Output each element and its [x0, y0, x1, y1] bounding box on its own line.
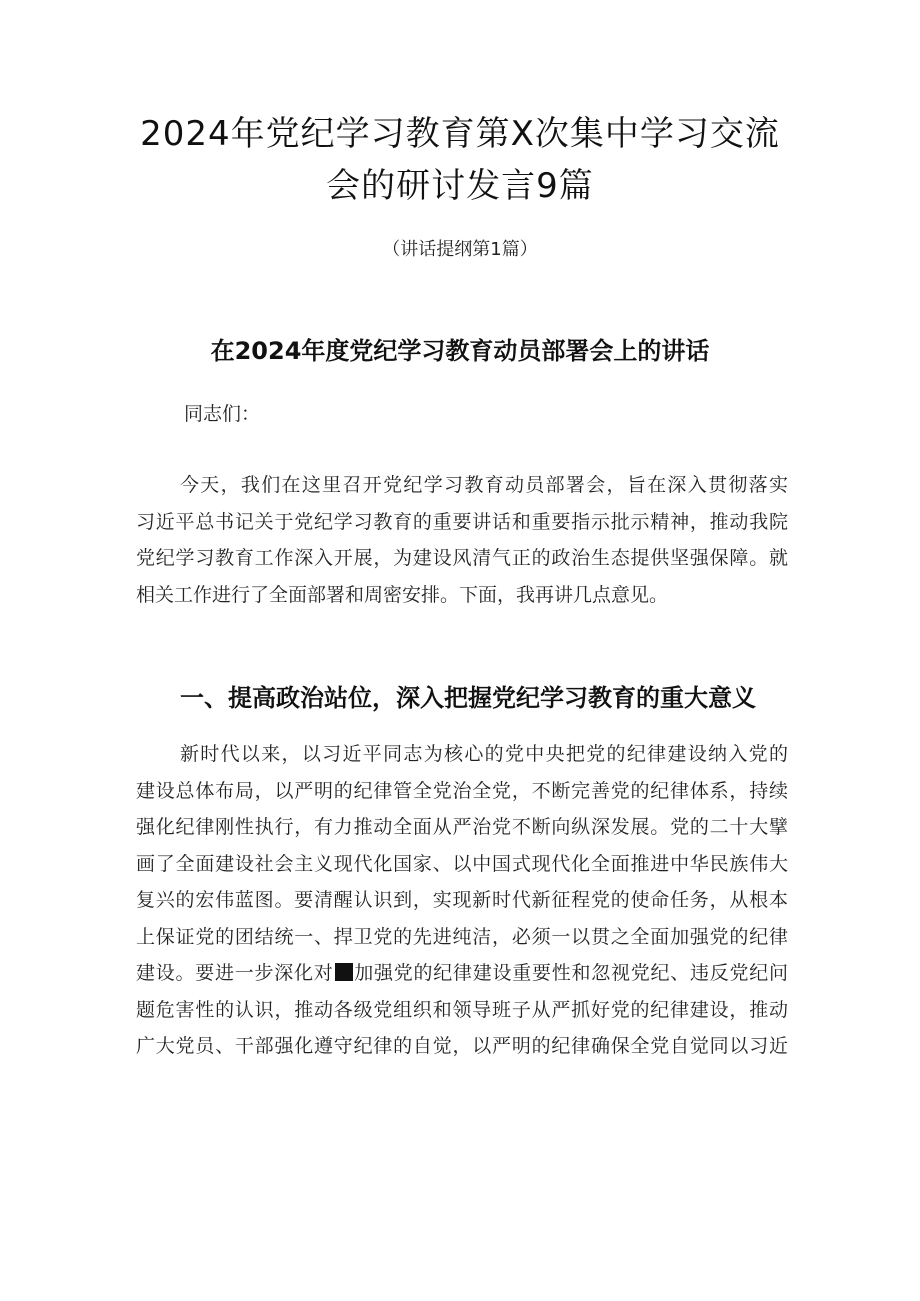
paragraph-line: 新时代以来，以习近平同志为核心的党中央把党的纪律建设纳入党的: [180, 743, 788, 765]
paragraph-line: 题危害性的认识，推动各级党组织和领导班子从严抓好党的纪律建设，推动: [136, 998, 788, 1021]
section-heading-1: 一、提高政治站位，深入把握党纪学习教育的重大意义: [180, 684, 756, 712]
paragraph-line-with-redaction: [136, 955, 788, 992]
document-subtitle: （讲话提纲第1篇）: [382, 239, 538, 260]
paragraph-line: 今天，我们在这里召开党纪学习教育动员部署会，旨在深入贯彻落实: [180, 474, 788, 496]
redaction-mark: [335, 963, 353, 981]
paragraph-section-1: [136, 736, 788, 1065]
document-title-line-2: 会的研讨发言9篇: [326, 166, 594, 206]
speech-title: 在2024年度党纪学习教育动员部署会上的讲话: [210, 337, 710, 365]
paragraph-line: 党纪学习教育工作深入开展，为建设风清气正的政治生态提供坚强保障。就: [136, 547, 788, 569]
paragraph-line: 画了全面建设社会主义现代化国家、以中国式现代化全面推进中华民族伟大: [136, 852, 788, 875]
paragraph-line-part: 加强党的纪律建设重要性和忽视党纪、违反党纪问: [353, 962, 788, 984]
paragraph-line: 建设总体布局，以严明的纪律管全党治全党，不断完善党的纪律体系，持续: [136, 779, 788, 802]
paragraph-line: 强化纪律刚性执行，有力推动全面从严治党不断向纵深发展。党的二十大擘: [136, 816, 788, 838]
paragraph-line: 相关工作进行了全面部署和周密安排。下面，我再讲几点意见。: [136, 583, 669, 606]
paragraph-line: 习近平总书记关于党纪学习教育的重要讲话和重要指示批示精神，推动我院: [136, 510, 788, 533]
paragraph-line: 复兴的宏伟蓝图。要清醒认识到，实现新时代新征程党的使命任务，从根本: [136, 889, 788, 911]
document-title-line-1: 2024年党纪学习教育第X次集中学习交流: [140, 114, 780, 154]
paragraph-line: 广大党员、干部强化遵守纪律的自觉，以严明的纪律确保全党自觉同以习近: [136, 1035, 788, 1057]
document-title: [120, 108, 800, 212]
paragraph-intro: [136, 467, 788, 613]
paragraph-line-part: 建设。要进一步深化对: [136, 962, 334, 984]
salutation: 同志们：: [184, 403, 261, 425]
paragraph-line: 上保证党的团结统一、捍卫党的先进纯洁，必须一以贯之全面加强党的纪律: [136, 925, 788, 948]
